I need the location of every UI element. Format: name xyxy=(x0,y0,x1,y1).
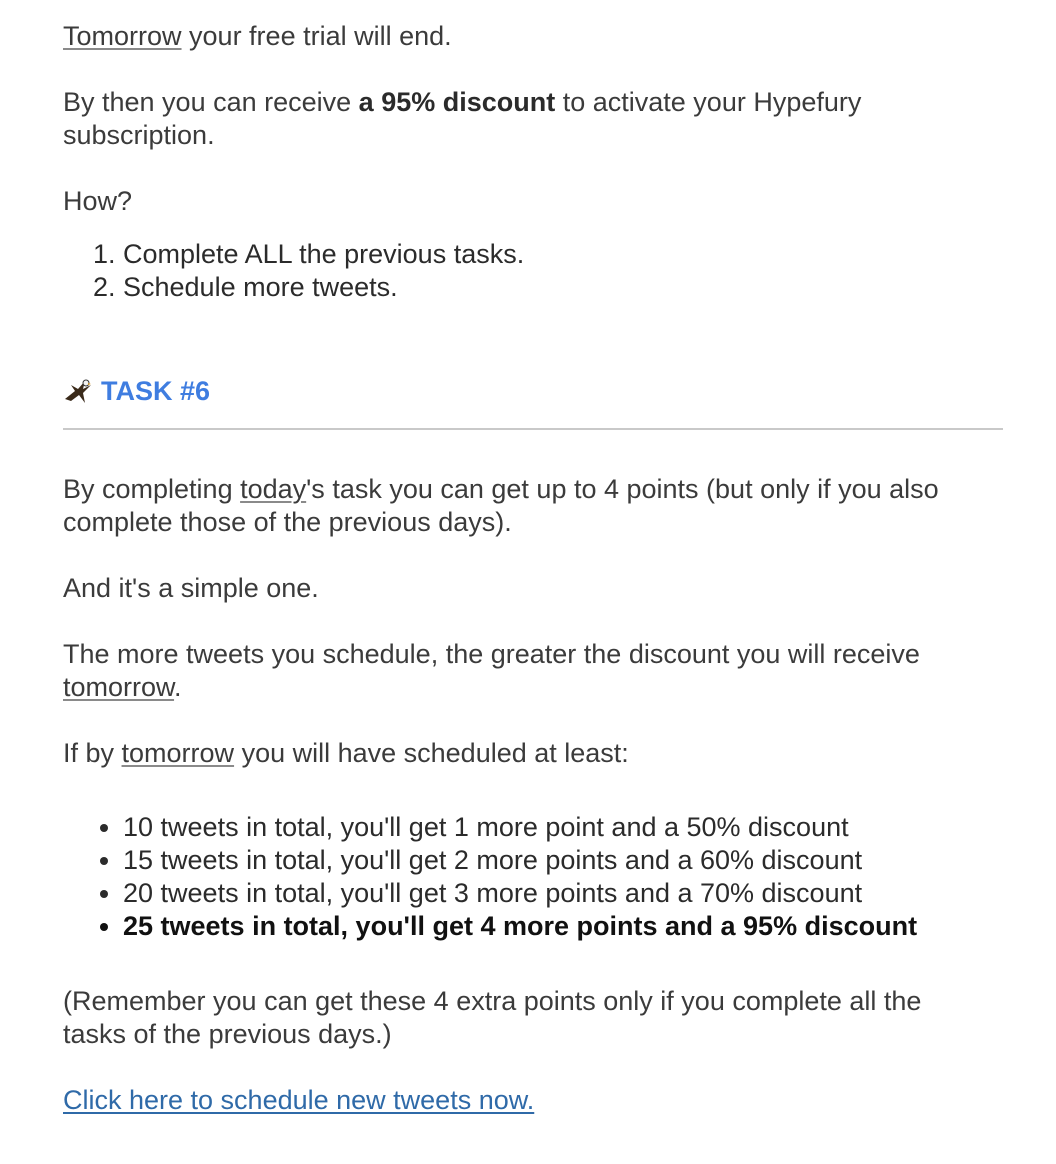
task-intro-pre: By completing xyxy=(63,474,241,504)
tier-item: • 15 tweets in total, you'll get 2 more points and a 60% discount xyxy=(123,844,1023,877)
more-tweets-post: . xyxy=(174,672,182,702)
discount-text-post: to activate your Hypefury subscription. xyxy=(63,87,862,150)
tier-item-top: • 25 tweets in total, you'll get 4 more points and a 95% discount xyxy=(123,910,1023,943)
how-question: How? xyxy=(63,186,133,216)
task-intro-paragraph xyxy=(63,473,993,539)
trial-end-line xyxy=(63,20,452,53)
discount-tiers-list xyxy=(123,811,1023,943)
more-tweets-pre: The more tweets you schedule, the greater the discount you will receive xyxy=(63,639,920,669)
task-intro-post: 's task you can get up to 4 points (but only if you also complete those of the previous days). xyxy=(63,474,939,537)
discount-highlight: a 95% discount xyxy=(358,87,556,117)
schedule-tweets-link[interactable]: Click here to schedule new tweets now. xyxy=(63,1085,535,1115)
eagle-icon xyxy=(63,377,93,407)
condition-pre: If by xyxy=(63,738,122,768)
tomorrow-date-link[interactable]: tomorrow xyxy=(121,738,235,768)
schedule-condition xyxy=(63,737,629,770)
today-date-link[interactable]: today xyxy=(240,474,307,504)
tomorrow-date-link[interactable]: tomorrow xyxy=(63,672,175,702)
discount-text-pre: By then you can receive xyxy=(63,87,359,117)
more-tweets-paragraph xyxy=(63,638,983,704)
step-item: 1. Complete ALL the previous tasks. xyxy=(123,238,983,271)
tier-item: • 10 tweets in total, you'll get 1 more point and a 50% discount xyxy=(123,811,1023,844)
section-divider xyxy=(63,428,1003,430)
trial-end-text: your free trial will end. xyxy=(181,21,452,51)
tomorrow-date-link[interactable]: Tomorrow xyxy=(63,21,182,51)
steps-list xyxy=(123,238,983,304)
discount-paragraph xyxy=(63,86,963,152)
step-item: 2. Schedule more tweets. xyxy=(123,271,983,304)
simple-one-text: And it's a simple one. xyxy=(63,573,319,603)
condition-post: you will have scheduled at least: xyxy=(234,738,629,768)
task-title: TASK #6 xyxy=(101,376,211,406)
reminder-paragraph: (Remember you can get these 4 extra points only if you complete all the tasks of the previous days.) xyxy=(63,986,922,1049)
task-heading xyxy=(63,375,210,408)
tier-item: • 20 tweets in total, you'll get 3 more points and a 70% discount xyxy=(123,877,1023,910)
cta-paragraph xyxy=(63,1084,534,1117)
